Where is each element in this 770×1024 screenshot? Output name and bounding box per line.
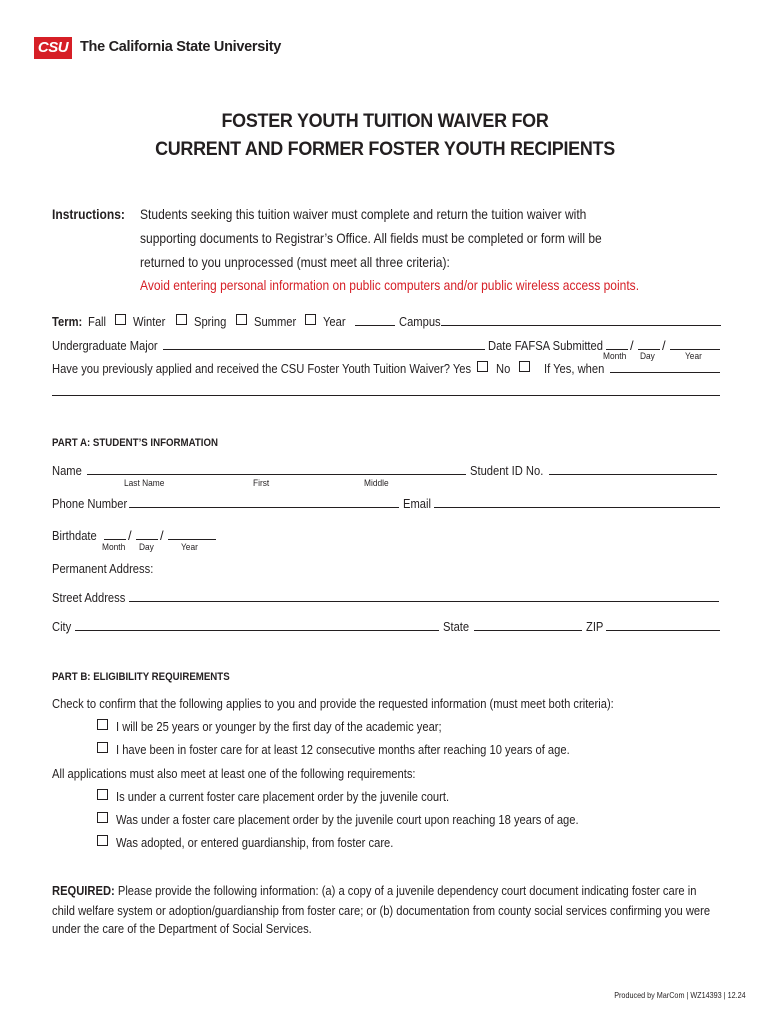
org-name: The California State University xyxy=(80,39,282,55)
requirement-current-order-text: Is under a current foster care placement order by the juvenile court. xyxy=(116,789,450,804)
requirement-current-order-checkbox[interactable] xyxy=(97,789,108,800)
name-field[interactable] xyxy=(87,474,466,475)
term-spring-label: Spring xyxy=(194,314,227,329)
last-name-caption: Last Name xyxy=(124,478,165,489)
major-field[interactable] xyxy=(163,349,485,350)
previous-waiver-question: Have you previously applied and received the CSU Foster Youth Tuition Waiver? Yes xyxy=(52,361,472,376)
part-b-intro: Check to confirm that the following applies to you and provide the requested information (must meet both criteria): xyxy=(52,696,614,711)
street-address-field[interactable] xyxy=(129,601,719,602)
phone-label: Phone Number xyxy=(52,496,128,511)
form-title-line1: FOSTER YOUTH TUITION WAIVER FOR xyxy=(221,110,549,132)
fafsa-slash-1: / xyxy=(630,338,634,353)
requirement-adopted-text: Was adopted, or entered guardianship, from foster care. xyxy=(116,835,394,850)
term-fall-checkbox[interactable] xyxy=(115,314,126,325)
criteria-age-text: I will be 25 years or younger by the first day of the academic year; xyxy=(116,719,442,734)
major-label: Undergraduate Major xyxy=(52,338,158,353)
term-summer-checkbox[interactable] xyxy=(305,314,316,325)
criteria-age-checkbox[interactable] xyxy=(97,719,108,730)
campus-label: Campus xyxy=(399,314,441,329)
campus-field[interactable] xyxy=(441,325,721,326)
previous-no-checkbox[interactable] xyxy=(519,361,530,372)
footer-produced-by: Produced by MarCom | WZ14393 | 12.24 xyxy=(614,990,746,1000)
required-line1-text: Please provide the following information: (a) a copy of a juvenile dependency court document indicating foster care in xyxy=(117,883,697,898)
criteria-foster-care-text: I have been in foster care for at least 12 consecutive months after reaching 10 years of age. xyxy=(116,742,570,757)
term-spring-checkbox[interactable] xyxy=(236,314,247,325)
fafsa-year-caption: Year xyxy=(685,351,702,362)
previous-yes-checkbox[interactable] xyxy=(477,361,488,372)
term-fall-label: Fall xyxy=(88,314,107,329)
student-id-label: Student ID No. xyxy=(470,463,544,478)
required-paragraph-line1 xyxy=(52,883,706,898)
term-year-label: Year xyxy=(323,314,346,329)
previous-no-label: No xyxy=(496,361,511,376)
instructions-line3: returned to you unprocessed (must meet all three criteria): xyxy=(140,254,450,270)
birth-slash-1: / xyxy=(128,528,132,543)
student-id-field[interactable] xyxy=(549,474,717,475)
state-field[interactable] xyxy=(474,630,582,631)
instructions-line1: Students seeking this tuition waiver must complete and return the tuition waiver with xyxy=(140,206,587,222)
birth-year-caption: Year xyxy=(181,542,198,553)
fafsa-slash-2: / xyxy=(662,338,666,353)
fafsa-month-caption: Month xyxy=(603,351,627,362)
term-summer-label: Summer xyxy=(254,314,297,329)
term-year-field[interactable] xyxy=(355,325,395,326)
birth-day-caption: Day xyxy=(139,542,154,553)
birth-month-caption: Month xyxy=(102,542,126,553)
birth-slash-2: / xyxy=(160,528,164,543)
street-address-label: Street Address xyxy=(52,590,126,605)
instructions-label: Instructions: xyxy=(52,206,125,222)
birthdate-label: Birthdate xyxy=(52,528,97,543)
requirement-adopted-checkbox[interactable] xyxy=(97,835,108,846)
fafsa-day-field[interactable] xyxy=(638,349,660,350)
form-title-line2: CURRENT AND FORMER FOSTER YOUTH RECIPIENTS xyxy=(155,138,615,160)
zip-field[interactable] xyxy=(606,630,720,631)
if-yes-when-field[interactable] xyxy=(610,372,720,373)
city-label: City xyxy=(52,619,72,634)
part-b-heading: PART B: ELIGIBILITY REQUIREMENTS xyxy=(52,671,230,683)
requirement-age-18-text: Was under a foster care placement order by the juvenile court upon reaching 18 years of age. xyxy=(116,812,579,827)
required-line3: under the care of the Department of Social Services. xyxy=(52,921,312,936)
fafsa-day-caption: Day xyxy=(640,351,655,362)
email-label: Email xyxy=(403,496,431,511)
part-a-heading: PART A: STUDENT’S INFORMATION xyxy=(52,437,218,449)
birth-year-field[interactable] xyxy=(168,539,216,540)
csu-logo-mark: CSU xyxy=(34,37,72,59)
fafsa-year-field[interactable] xyxy=(670,349,720,350)
birth-day-field[interactable] xyxy=(136,539,158,540)
state-label: State xyxy=(443,619,470,634)
name-label: Name xyxy=(52,463,82,478)
if-yes-when-label: If Yes, when xyxy=(544,361,605,376)
birth-month-field[interactable] xyxy=(104,539,126,540)
first-name-caption: First xyxy=(253,478,270,489)
term-label: Term: xyxy=(52,314,83,329)
also-requirements-text: All applications must also meet at least one of the following requirements: xyxy=(52,766,416,781)
requirement-age-18-checkbox[interactable] xyxy=(97,812,108,823)
city-field[interactable] xyxy=(75,630,439,631)
fafsa-date-label: Date FAFSA Submitted xyxy=(488,338,603,353)
fafsa-month-field[interactable] xyxy=(606,349,628,350)
previous-details-field[interactable] xyxy=(52,395,720,396)
instructions-line2: supporting documents to Registrar’s Office. All fields must be completed or form will be xyxy=(140,230,602,246)
required-line2: child welfare system or adoption/guardianship from foster care; or (b) documentation from county social services confirming you were xyxy=(52,903,711,918)
permanent-address-label: Permanent Address: xyxy=(52,561,154,576)
phone-field[interactable] xyxy=(129,507,399,508)
term-winter-checkbox[interactable] xyxy=(176,314,187,325)
email-field[interactable] xyxy=(434,507,720,508)
required-label: REQUIRED: xyxy=(52,883,115,898)
term-winter-label: Winter xyxy=(133,314,166,329)
middle-name-caption: Middle xyxy=(364,478,389,489)
zip-label: ZIP xyxy=(586,619,604,634)
privacy-warning: Avoid entering personal information on public computers and/or public wireless access points. xyxy=(140,277,640,293)
criteria-foster-care-checkbox[interactable] xyxy=(97,742,108,753)
